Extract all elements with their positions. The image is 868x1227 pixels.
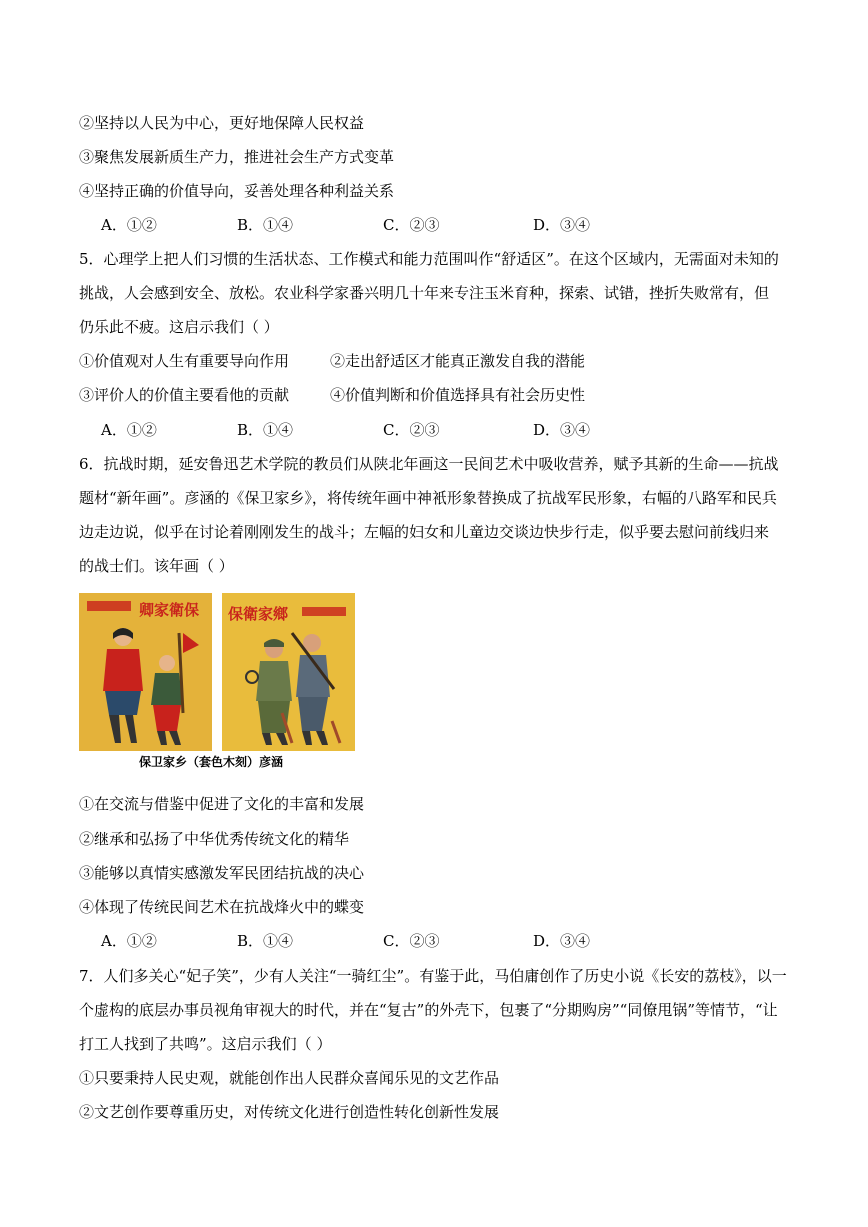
choice-c: C．②③ bbox=[383, 932, 440, 950]
new-year-painting-figure bbox=[79, 593, 355, 773]
choice-b: B．①④ bbox=[237, 421, 294, 439]
choice-a: A．①② bbox=[101, 216, 157, 234]
q6-option-4: ④体现了传统民间艺术在抗战烽火中的蝶变 bbox=[79, 898, 365, 916]
q6-option-2: ②继承和弘扬了中华优秀传统文化的精华 bbox=[79, 830, 350, 848]
q6-stem-line-4: 的战士们。该年画（ ） bbox=[79, 557, 234, 575]
right-banner-text: 保衛家鄉 bbox=[228, 605, 289, 623]
q6-stem-line-1: 6．抗战时期，延安鲁迅艺术学院的教员们从陕北年画这一民间艺术中吸收营养，赋予其新的生命——抗战 bbox=[79, 455, 779, 473]
q6-option-3: ③能够以真情实感激发军民团结抗战的决心 bbox=[79, 864, 365, 882]
q6-stem-line-3: 边走边说，似乎在讨论着刚刚发生的战斗；左幅的妇女和儿童边交谈边快步行走，似乎要去慰问前线归来 bbox=[79, 523, 770, 541]
q7-stem-line-1: 7．人们多关心“妃子笑”，少有人关注“一骑红尘”。有鉴于此，马伯庸创作了历史小说《长安的荔枝》，以一 bbox=[79, 967, 787, 985]
prev-q-option-3: ③聚焦发展新质生产力，推进社会生产方式变革 bbox=[79, 148, 395, 166]
choice-d: D．③④ bbox=[533, 932, 591, 950]
choice-b: B．①④ bbox=[237, 932, 294, 950]
q5-option-4: ④价值判断和价值选择具有社会历史性 bbox=[330, 386, 586, 404]
q6-stem-line-2: 题材“新年画”。彦涵的《保卫家乡》，将传统年画中神衹形象替换成了抗战军民形象，右幅的八路军和民兵 bbox=[79, 489, 777, 507]
q7-option-2: ②文艺创作要尊重历史，对传统文化进行创造性转化创新性发展 bbox=[79, 1103, 500, 1121]
painting-left-panel bbox=[79, 593, 212, 751]
painting-right-panel bbox=[222, 593, 355, 751]
q5-stem-line-3: 仍乐此不疲。这启示我们（ ） bbox=[79, 318, 279, 336]
prev-q-option-2: ②坚持以人民为中心，更好地保障人民权益 bbox=[79, 114, 365, 132]
figure-caption: 保卫家乡（套色木刻）彦涵 bbox=[139, 755, 284, 769]
q7-stem-line-2: 个虚构的底层办事员视角审视大的时代，并在“复古”的外壳下，包裹了“分期购房”“同僚甩锅”等情节，“让 bbox=[79, 1001, 778, 1019]
q7-stem-line-3: 打工人找到了共鸣”。这启示我们（ ） bbox=[79, 1035, 332, 1053]
choice-c: C．②③ bbox=[383, 421, 440, 439]
q5-stem-line-1: 5．心理学上把人们习惯的生活状态、工作模式和能力范围叫作“舒适区”。在这个区域内，无需面对未知的 bbox=[79, 250, 779, 268]
choice-a: A．①② bbox=[101, 421, 157, 439]
left-banner-text: 卿家衛保 bbox=[139, 601, 200, 619]
q5-stem-line-2: 挑战，人会感到安全、放松。农业科学家番兴明几十年来专注玉米育种，探索、试错，挫折失败常有，但 bbox=[79, 284, 770, 302]
choice-a: A．①② bbox=[101, 932, 157, 950]
q5-option-1: ①价值观对人生有重要导向作用 bbox=[79, 352, 290, 370]
q5-option-2: ②走出舒适区才能真正激发自我的潜能 bbox=[330, 352, 586, 370]
painting-right-illustration bbox=[222, 593, 355, 751]
choice-b: B．①④ bbox=[237, 216, 294, 234]
choice-c: C．②③ bbox=[383, 216, 440, 234]
q5-option-3: ③评价人的价值主要看他的贡献 bbox=[79, 386, 290, 404]
q7-option-1: ①只要秉持人民史观，就能创作出人民群众喜闻乐见的文艺作品 bbox=[79, 1069, 500, 1087]
choice-d: D．③④ bbox=[533, 216, 591, 234]
choice-d: D．③④ bbox=[533, 421, 591, 439]
prev-q-option-4: ④坚持正确的价值导向，妥善处理各种利益关系 bbox=[79, 182, 395, 200]
painting-left-illustration bbox=[79, 593, 212, 751]
q6-option-1: ①在交流与借鉴中促进了文化的丰富和发展 bbox=[79, 795, 365, 813]
